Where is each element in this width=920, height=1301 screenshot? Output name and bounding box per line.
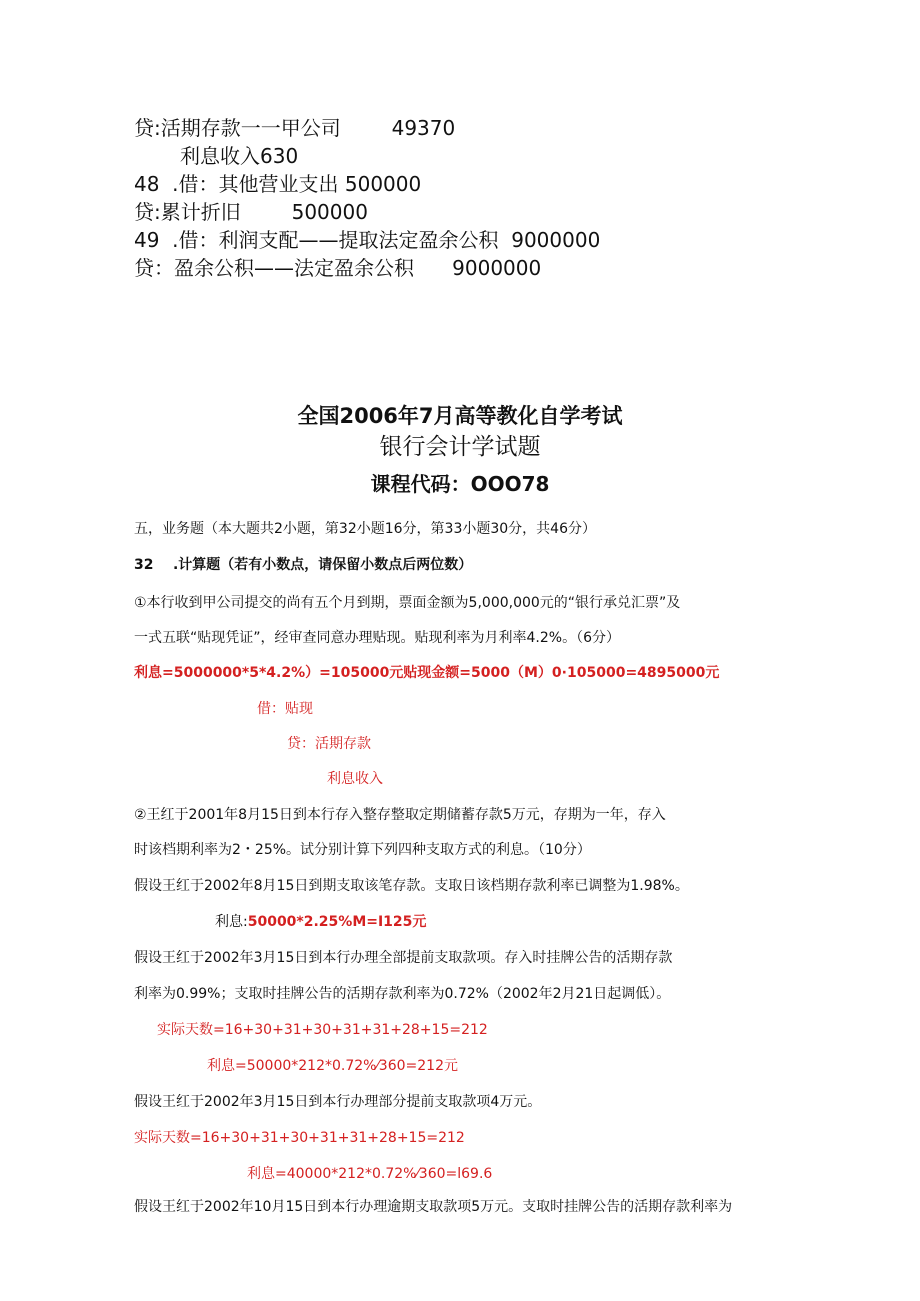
entry-interest-income: 利息收入630	[180, 144, 299, 168]
exam-subject: 银行会计学试题	[379, 434, 541, 460]
q2-case-2-days: 实际天数=16+30+31+30+31+31+28+15=212	[157, 1022, 488, 1038]
q2-case-1: 假设王红于2002年8月15日到期支取该笔存款。支取日该档期存款利率已调整为1.98%。	[134, 878, 689, 894]
question-32: 32 .计算题（若有小数点，请保留小数点后两位数）	[134, 557, 473, 573]
q2-case-2-interest: 利息=50000*212*0.72%⁄360=212元	[207, 1058, 458, 1074]
case-1-answer-label: 利息:	[215, 914, 248, 930]
case-1-answer-value: 50000*2.25%M=I125元	[247, 914, 427, 930]
q1-line-1: ①本行收到甲公司提交的尚有五个月到期，票面金额为5,000,000元的“银行承兑汇票”及	[134, 595, 681, 611]
q1-debit: 借：贴现	[257, 701, 313, 717]
entry-49-credit: 贷：盈余公积——法定盈余公积 9000000	[134, 256, 542, 280]
q1-answer: 利息=5000000*5*4.2%）=105000元贴现金额=5000（M）0·105000=4895000元	[134, 665, 720, 681]
q2-line-1: ②王红于2001年8月15日到本行存入整存整取定期储蓄存款5万元，存期为一年，存入	[134, 807, 666, 823]
q2-case-3-days: 实际天数=16+30+31+30+31+31+28+15=212	[134, 1130, 465, 1146]
q1-interest-income: 利息收入	[327, 771, 383, 787]
course-code: 课程代码：OOO78	[370, 472, 550, 496]
entry-48-debit: 48 .借：其他营业支出 500000	[134, 172, 422, 196]
entry-48-credit: 贷:累计折旧 500000	[134, 200, 368, 224]
q2-line-2: 时该档期利率为2・25%。试分别计算下列四种支取方式的利息。（10分）	[134, 842, 591, 858]
q2-case-1-answer	[215, 911, 426, 931]
q1-credit: 贷：活期存款	[287, 736, 371, 752]
exam-title: 全国2006年7月高等教化自学考试	[297, 404, 623, 428]
section-heading: 五，业务题（本大题共2小题，第32小题16分，第33小题30分，共46分）	[134, 521, 596, 537]
q2-case-3-interest: 利息=40000*212*0.72%⁄360=l69.6	[247, 1166, 493, 1182]
q2-case-2-line-2: 利率为0.99%；支取时挂牌公告的活期存款利率为0.72%（2002年2月21日起调低）。	[134, 986, 671, 1002]
q2-case-2-line-1: 假设王红于2002年3月15日到本行办理全部提前支取款项。存入时挂牌公告的活期存款	[134, 950, 673, 966]
entry-49-debit: 49 .借：利润支配——提取法定盈余公积 9000000	[134, 228, 601, 252]
q2-case-3: 假设王红于2002年3月15日到本行办理部分提前支取款项4万元。	[134, 1094, 542, 1110]
q2-case-4: 假设王红于2002年10月15日到本行办理逾期支取款项5万元。支取时挂牌公告的活期存款利率为	[134, 1199, 733, 1215]
entry-credit-demand-deposit: 贷:活期存款一一甲公司 49370	[134, 116, 456, 140]
q1-line-2: 一式五联“贴现凭证”，经审查同意办理贴现。贴现利率为月利率4.2%。（6分）	[134, 630, 620, 646]
